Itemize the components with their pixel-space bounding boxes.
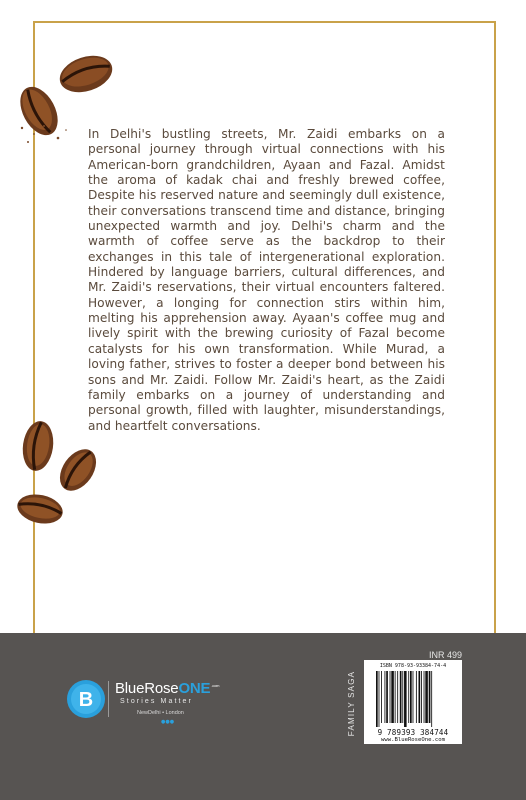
barcode-icon — [376, 671, 452, 727]
coffee-bean-dust — [14, 118, 74, 148]
barcode-bar — [408, 671, 409, 723]
barcode-bar — [385, 671, 386, 723]
barcode-bar — [410, 671, 412, 723]
publisher-website: www.BlueRoseOne.com — [381, 737, 445, 743]
barcode-bar — [381, 671, 382, 723]
isbn-label: ISBN 978-93-93384-74-4 — [379, 663, 447, 669]
coffee-bean-icon — [18, 418, 58, 474]
barcode-digits: 9 789393 384744 — [377, 728, 449, 737]
publisher-tagline: Stories Matter — [120, 698, 193, 705]
barcode-bar — [395, 671, 396, 723]
barcode-bar — [397, 671, 398, 723]
barcode-bar — [419, 671, 421, 723]
barcode-bar — [391, 671, 394, 723]
barcode-bar — [416, 671, 417, 723]
barcode-bar — [379, 671, 380, 727]
genre-label — [345, 663, 359, 743]
back-cover-blurb: In Delhi's bustling streets, Mr. Zaidi embarks on a personal journey through virtual connections with his American-born grandchildren, Ayaan and Fazal. Amidst the aroma of kadak chai and freshly brewed coffee, Despite his reserved nature and seemingly dull existence, their conversations transcend time and distance, bringing unexpected warmth and joy. Delhi's charm and the warmth of coffee serve as the backdrop to their exchanges in this tale of intergenerational exploration. Hindered by language barriers, cultural differences, and Mr. Zaidi's reservations, their virtual encounters faltered. However, a longing for connection stirs within him, melting his apprehension away. Ayaan's coffee mug and lively spirit with the brewing curiosity of Fazal become catalysts for his own transformation. While Murad, a loving father, strives to foster a deeper bond between his sons and Mr. Zaidi. Follow Mr. Zaidi's heart, as the Zaidi family embarks on a journey of understanding and personal growth, filled with laughter, misunderstandings, and heartfelt conversations. — [88, 127, 445, 433]
price-label: INR 499 — [428, 650, 462, 660]
barcode-bar — [376, 671, 378, 727]
barcode-bar — [390, 671, 391, 723]
publisher-name-main: BlueRose — [115, 680, 179, 697]
publisher-name-accent: ONE — [178, 680, 211, 697]
publisher-locations: NewDelhi • London — [137, 710, 184, 716]
logo-divider — [108, 681, 109, 717]
barcode-bar — [413, 671, 414, 723]
barcode-panel — [364, 660, 462, 744]
publisher-logo-icon — [66, 679, 106, 719]
logo-letter: B — [78, 689, 94, 711]
social-icons: ●●● — [161, 719, 175, 725]
publisher-name-suffix: .com — [211, 683, 220, 688]
barcode-bar — [400, 671, 402, 723]
barcode-bar — [421, 671, 422, 723]
barcode-bar — [425, 671, 428, 723]
genre-text: FAMILY SAGA — [347, 670, 357, 736]
coffee-bean-icon — [14, 490, 66, 528]
barcode-bar — [404, 671, 407, 727]
coffee-bean-icon — [54, 444, 102, 496]
barcode-bar — [424, 671, 425, 723]
barcode-bar — [431, 671, 432, 727]
barcode-bar — [386, 671, 388, 723]
publisher-name — [115, 680, 219, 697]
barcode-bar — [429, 671, 431, 723]
barcode-bar — [402, 671, 403, 723]
coffee-bean-icon — [56, 52, 116, 96]
